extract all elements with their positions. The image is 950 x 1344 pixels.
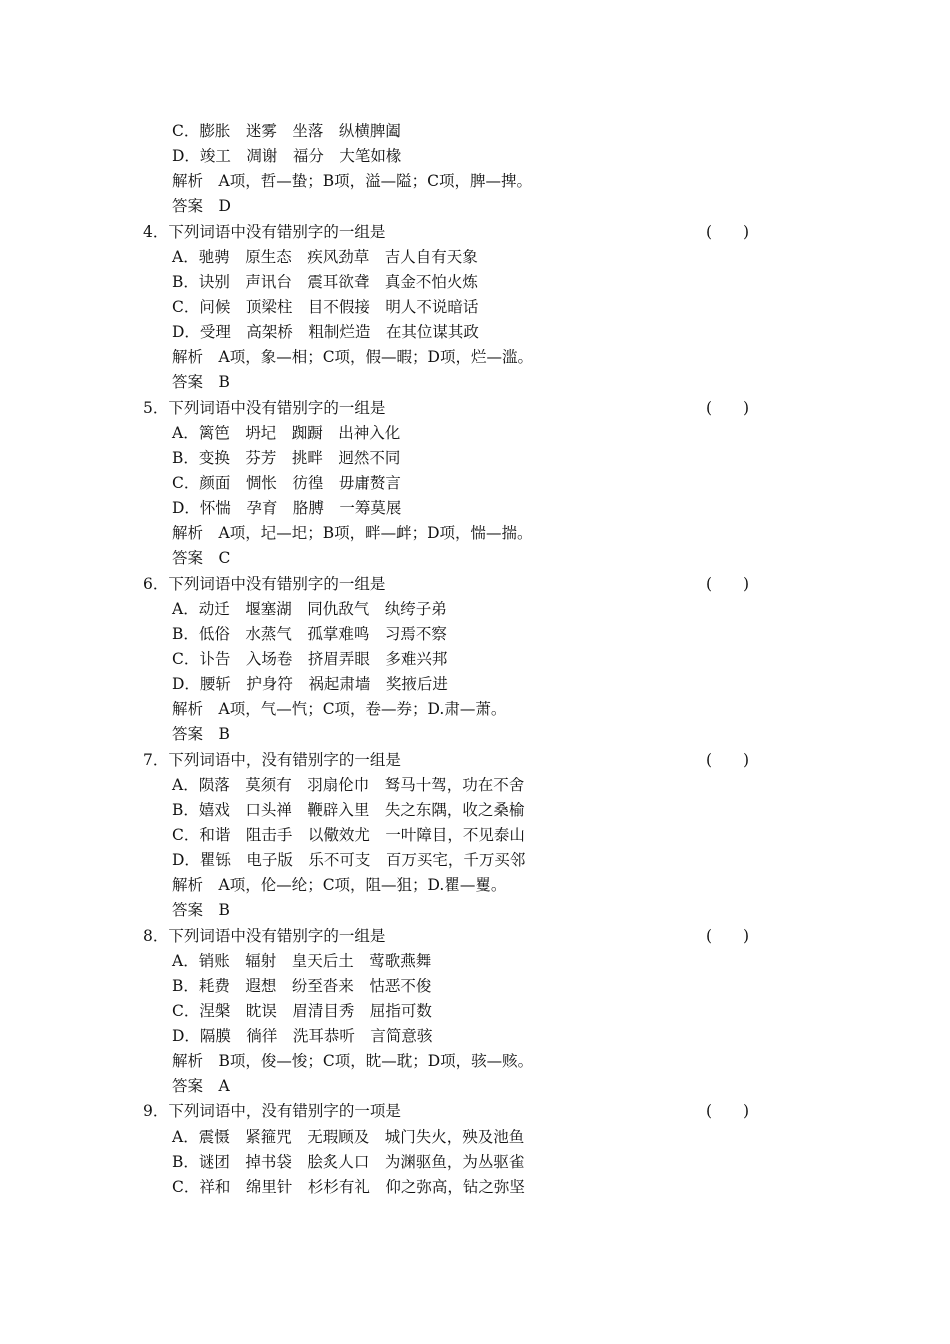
question-stem [0,572,950,597]
answer-line: 答案 B [172,901,230,920]
option-line: D．受理 高架桥 粗制烂造 在其位谋其政 [172,323,479,342]
option-line: B．诀别 声讯台 震耳欲聋 真金不怕火炼 [172,272,478,291]
option-line: A．销账 辐射 皇天后土 莺歌燕舞 [172,951,432,970]
answer-blank: ( ) [706,750,750,769]
option-line: B．耗费 遐想 纷至沓来 怙恶不俊 [172,976,432,995]
option-line: A．驰骋 原生态 疾风劲草 吉人自有天象 [172,247,478,266]
question-stem [0,748,950,773]
option-line: C．和谐 阻击手 以儆效尤 一叶障目，不见泰山 [172,825,525,844]
analysis-line: 解析 A项，象—相；C项，假—暇；D项，烂—滥。 [172,348,533,367]
question-stem-text: 7．下列词语中，没有错别字的一组是 [143,750,401,769]
analysis-line: 解析 A项，圮—圯；B项，畔—衅；D项，惴—揣。 [172,524,533,543]
answer-blank: ( ) [706,398,750,417]
answer-line: 答案 A [172,1077,230,1096]
option-line: A．动迁 堰塞湖 同仇敌气 纨绔子弟 [172,599,447,618]
option-line: C．颜面 惆怅 彷徨 毋庸赘言 [172,473,401,492]
option-line: C．问候 顶梁柱 目不假接 明人不说暗话 [172,297,479,316]
answer-blank: ( ) [706,926,750,945]
option-line: C．祥和 绵里针 杉杉有礼 仰之弥高，钻之弥坚 [172,1177,525,1196]
question-stem [0,396,950,421]
option-line: B．谜团 掉书袋 脍炙人口 为渊驱鱼，为丛驱雀 [172,1152,525,1171]
answer-blank: ( ) [706,574,750,593]
answer-line: 答案 C [172,549,231,568]
option-line: D．瞿铄 电子版 乐不可支 百万买宅，千万买邻 [172,851,526,870]
option-line: A．篱笆 坍圮 踟蹰 出神入化 [172,423,401,442]
option-line: C．讣告 入场卷 挤眉弄眼 多难兴邦 [172,649,448,668]
option-line: B．变换 芬芳 挑畔 迥然不同 [172,448,401,467]
content-lines [0,119,950,1200]
option-line: C．涅槃 眈误 眉清目秀 屈指可数 [172,1001,432,1020]
question-stem [0,1099,950,1124]
option-line: D．怀惴 孕育 胳膊 一筹莫展 [172,499,402,518]
question-stem-text: 8．下列词语中没有错别字的一组是 [143,926,386,945]
analysis-line: 解析 B项，俊—悛；C项，眈—耽；D项，骇—赅。 [172,1052,534,1071]
question-stem-text: 6．下列词语中没有错别字的一组是 [143,574,386,593]
option-line: B．嬉戏 口头禅 鞭辟入里 失之东隅，收之桑榆 [172,800,525,819]
option-line: B．低俗 水蒸气 孤掌难鸣 习焉不察 [172,624,447,643]
option-line: D．腰斩 护身符 祸起肃墙 奖掖后进 [172,675,448,694]
question-stem-text: 9．下列词语中，没有错别字的一项是 [143,1102,401,1121]
analysis-line: 解析 A项，伦—纶；C项，阻—狙；D.瞿—矍。 [172,876,507,895]
option-line: D．竣工 凋谢 福分 大笔如椽 [172,147,402,166]
option-line: C．膨胀 迷雾 坐落 纵横脾阖 [172,122,401,140]
question-stem-text: 5．下列词语中没有错别字的一组是 [143,398,386,417]
analysis-line: 解析 A项，气—忾；C项，卷—券；D.肃—萧。 [172,700,507,719]
analysis-line: 解析 A项，哲—蛰；B项，溢—隘；C项，脾—捭。 [172,172,532,191]
option-line: A．震慑 紧箍咒 无瑕顾及 城门失火，殃及池鱼 [172,1127,525,1146]
answer-line: 答案 B [172,725,230,744]
answer-line: 答案 B [172,373,230,392]
question-stem [0,924,950,949]
option-line: D．隔膜 徜徉 洗耳恭听 言简意骇 [172,1027,433,1046]
option-line: A．陨落 莫须有 羽扇伦巾 驽马十驾，功在不舍 [172,775,525,794]
question-stem-text: 4．下列词语中没有错别字的一组是 [143,222,386,241]
answer-blank: ( ) [706,222,750,241]
question-stem [0,220,950,245]
answer-line: 答案 D [172,197,231,216]
answer-blank: ( ) [706,1102,750,1121]
